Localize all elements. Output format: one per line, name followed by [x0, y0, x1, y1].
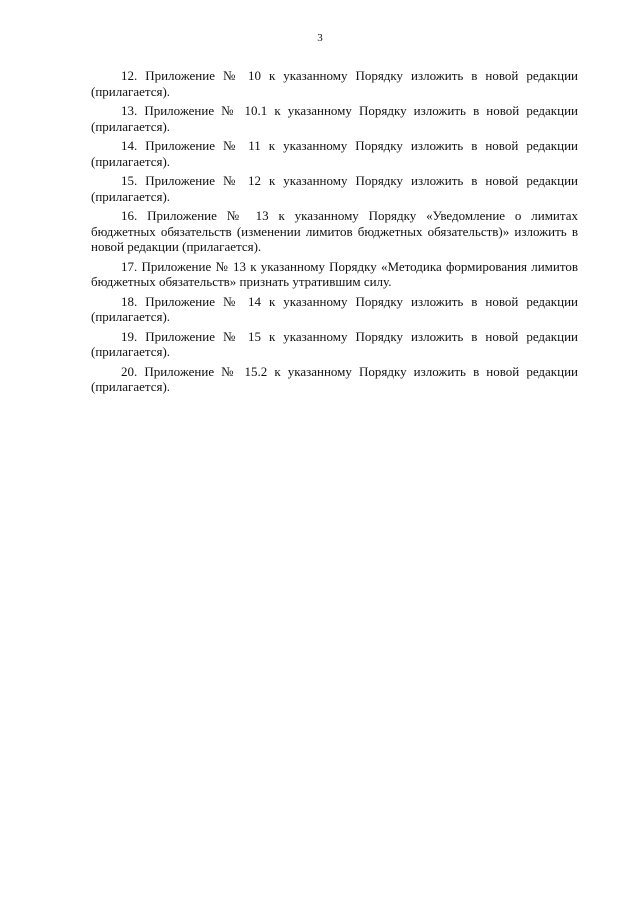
paragraph-item-20: 20. Приложение № 15.2 к указанному Порядку изложить в новой редакции (прилагается). [91, 363, 578, 394]
paragraph-item-12: 12. Приложение № 10 к указанному Порядку изложить в новой редакции (прилагается). [91, 68, 578, 99]
paragraph-item-18: 18. Приложение № 14 к указанному Порядку изложить в новой редакции (прилагается). [91, 293, 578, 324]
paragraph-item-19: 19. Приложение № 15 к указанному Порядку изложить в новой редакции (прилагается). [91, 328, 578, 359]
page-number: 3 [317, 32, 323, 44]
document-body [91, 68, 578, 399]
paragraph-item-15: 15. Приложение № 12 к указанному Порядку изложить в новой редакции (прилагается). [91, 173, 578, 204]
paragraph-item-16: 16. Приложение № 13 к указанному Порядку «Уведомление о лимитах бюджетных обязательств (изменении лимитов бюджетных обязательств)» изложить в новой редакции (прилагается). [91, 208, 578, 254]
paragraph-item-17: 17. Приложение № 13 к указанному Порядку «Методика формирования лимитов бюджетных обязательств» признать утратившим силу. [91, 258, 578, 289]
paragraph-item-14: 14. Приложение № 11 к указанному Порядку изложить в новой редакции (прилагается). [91, 138, 578, 169]
paragraph-item-13: 13. Приложение № 10.1 к указанному Порядку изложить в новой редакции (прилагается). [91, 103, 578, 134]
